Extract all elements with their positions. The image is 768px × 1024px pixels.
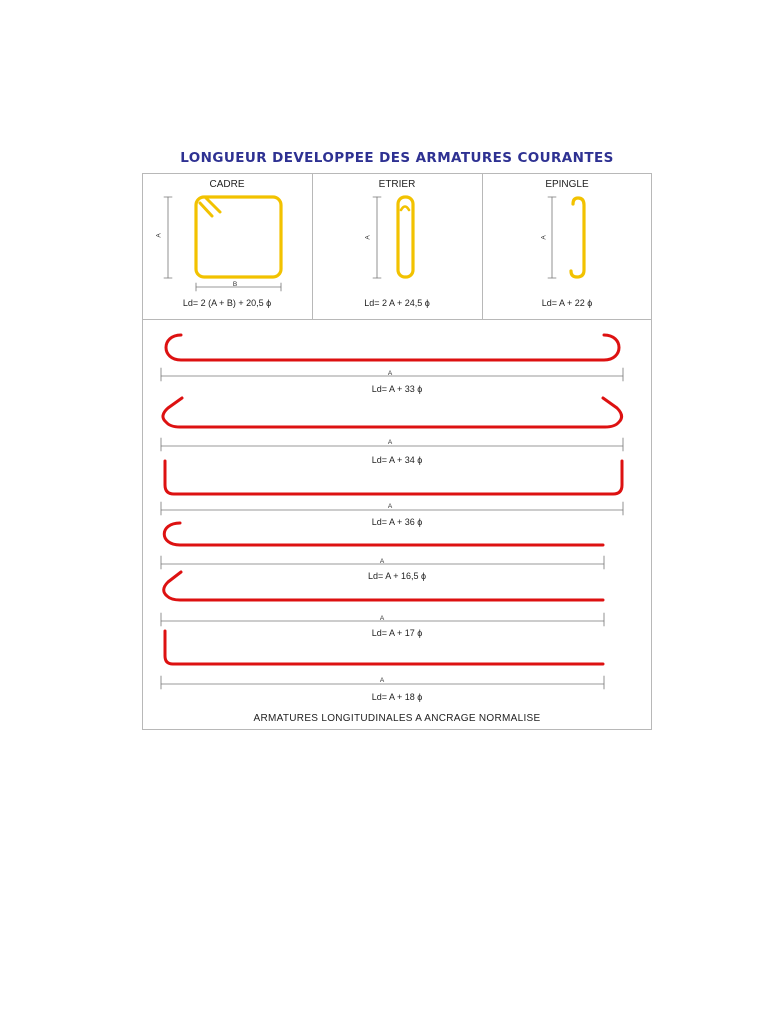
bar-3-shape (165, 461, 622, 494)
epingle-dimension-line (548, 197, 556, 278)
etrier-shape (398, 197, 413, 277)
etrier-formula: Ld= 2 A + 24,5 ϕ (364, 298, 430, 308)
bar-4-formula: Ld= A + 16,5 ϕ (367, 571, 427, 581)
bar-1-formula: Ld= A + 33 ϕ (371, 384, 423, 394)
bar-3-formula: Ld= A + 36 ϕ (371, 517, 423, 527)
bar-4-dimension-line (161, 556, 604, 569)
bar-3-dimension-line (161, 502, 623, 515)
bar-1-dimension-line (161, 368, 623, 381)
bar-3-dim: A (387, 503, 393, 510)
cadre-shape (196, 197, 281, 277)
diagram-title: LONGUEUR DEVELOPPEE DES ARMATURES COURANTES (180, 150, 614, 166)
bar-2-dim: A (387, 439, 393, 446)
panel-title-epingle: EPINGLE (545, 179, 589, 190)
bar-2-dimension-line (161, 438, 623, 451)
bar-2-shape (163, 398, 622, 427)
bar-1-dim: A (387, 370, 393, 377)
bar-5-shape (164, 572, 603, 600)
bar-4-shape (164, 523, 603, 545)
panel-title-cadre: CADRE (209, 179, 245, 190)
bar-6-dimension-line (161, 676, 604, 689)
panel-title-etrier: ETRIER (378, 179, 416, 190)
bar-6-dim: A (379, 677, 385, 684)
epingle-dim-a: A (540, 235, 548, 240)
bar-1-shape (166, 335, 619, 360)
bar-6-shape (165, 631, 603, 664)
footer-caption: ARMATURES LONGITUDINALES A ANCRAGE NORMALISE (253, 713, 541, 724)
cadre-formula: Ld= 2 (A + B) + 20,5 ϕ (182, 298, 272, 308)
cadre-dim-a: A (155, 233, 163, 238)
bar-5-dimension-line (161, 613, 604, 626)
bar-4-dim: A (379, 558, 385, 565)
cadre-dim-b: B (232, 281, 238, 288)
bar-5-dim: A (379, 615, 385, 622)
epingle-shape (571, 198, 584, 277)
etrier-dim-a: A (364, 235, 372, 240)
epingle-formula: Ld= A + 22 ϕ (541, 298, 593, 308)
bar-6-formula: Ld= A + 18 ϕ (371, 692, 423, 702)
bar-2-formula: Ld= A + 34 ϕ (371, 455, 423, 465)
etrier-dimension-line (373, 197, 381, 278)
bar-5-formula: Ld= A + 17 ϕ (371, 628, 423, 638)
